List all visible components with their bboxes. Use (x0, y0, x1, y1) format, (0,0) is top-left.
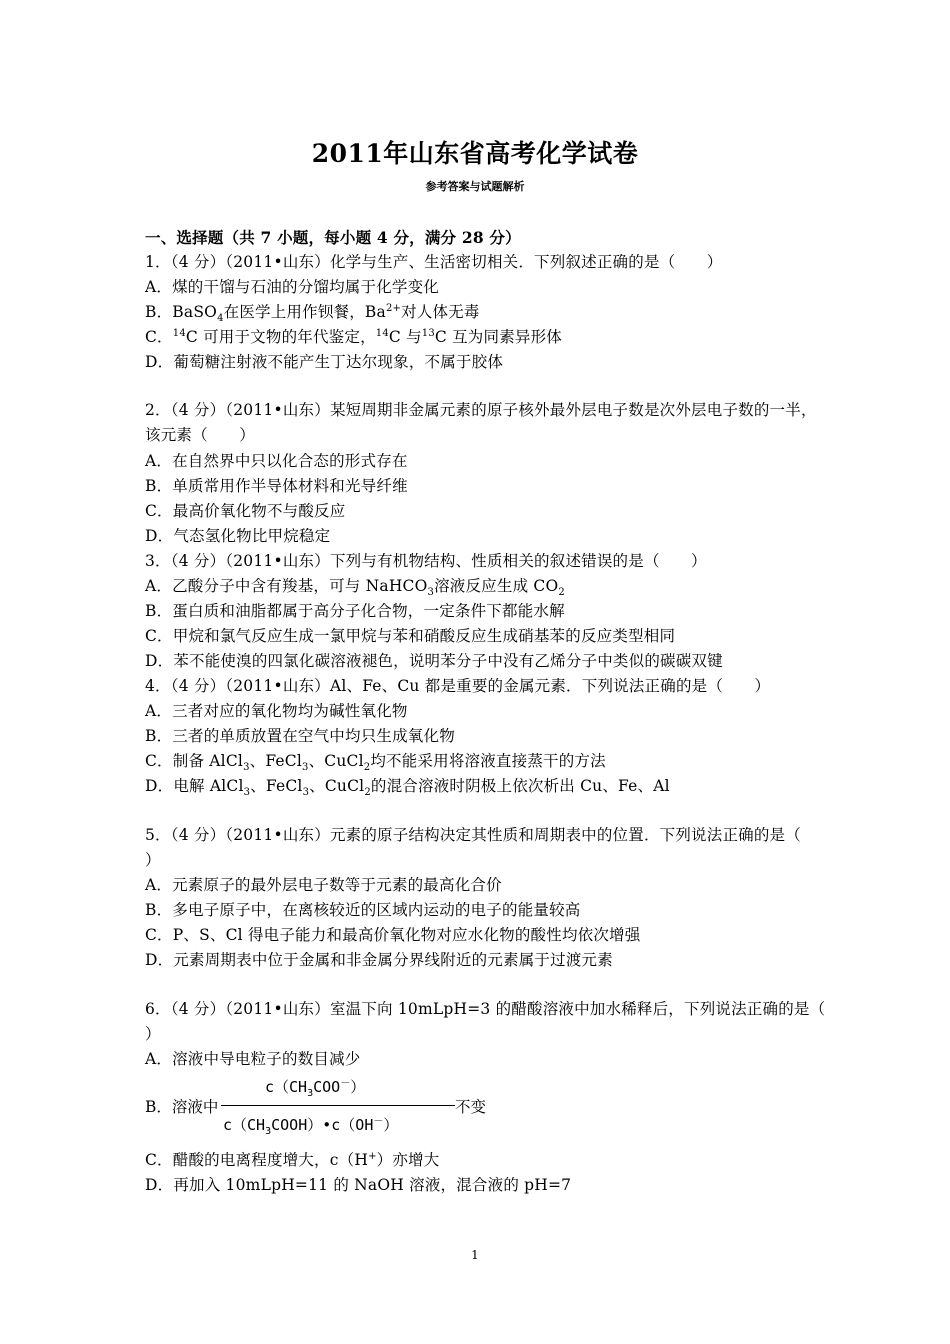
q6-option-d: D．再加入 10mLpH=11 的 NaOH 溶液，混合液的 pH=7 (145, 1176, 572, 1194)
q1-option-d: D．葡萄糖注射液不能产生丁达尔现象，不属于胶体 (145, 353, 504, 371)
q1-option-b: B．BaSO$_4$在医学上用作钡餐，$Ba^{2+}$对人体无毒 (145, 302, 480, 325)
q1-stem: 1．（4 分）（2011•山东）化学与生产、生活密切相关．下列叙述正确的是（ ） (145, 253, 723, 271)
q6-option-b (145, 1074, 665, 1144)
fraction-numerator: $c(CH_3COO^-)$ (265, 1078, 366, 1099)
q5-option-a: A．元素原子的最外层电子数等于元素的最高化合价 (145, 876, 502, 894)
q6-option-c: C．醋酸的电离程度增大，c（H+）亦增大 (145, 1150, 440, 1169)
q4-option-c: C．制备 AlCl$_3$、FeCl$_3$、CuCl$_2$均不能采用将溶液直接蒸干的方法 (145, 752, 606, 774)
q2-option-a: A．在自然界中只以化合态的形式存在 (145, 452, 408, 470)
q6-option-a: A．溶液中导电粒子的数目减少 (145, 1050, 361, 1068)
q6-stem-line1: 6．（4 分）（2011•山东）室温下向 10mLpH=3 的醋酸溶液中加水稀释后，下列说法正确的是（ (145, 1000, 826, 1018)
q2-option-b: B．单质常用作半导体材料和光导纤维 (145, 477, 408, 495)
q2-stem-line1: 2．（4 分）（2011•山东）某短周期非金属元素的原子核外最外层电子数是次外层电子数的一半， (145, 401, 817, 419)
q5-option-c: C．P、S、Cl 得电子能力和最高价氧化物对应水化物的酸性均依次增强 (145, 926, 641, 944)
q5-stem-line2: ） (145, 851, 161, 869)
q3-option-b: B．蛋白质和油脂都属于高分子化合物，一定条件下都能水解 (145, 602, 565, 620)
q5-option-d: D．元素周期表中位于金属和非金属分界线附近的元素属于过渡元素 (145, 951, 613, 969)
fraction-denominator: $c(CH_3COOH)•c(OH^-)$ (223, 1116, 399, 1137)
page-number: 1 (471, 1248, 479, 1262)
q6-option-b-tail: 不变 (455, 1098, 487, 1116)
q2-stem-line2: 该元素（ ） (145, 426, 255, 444)
section-heading: 一、选择题（共 7 小题，每小题 4 分，满分 28 分） (145, 228, 521, 247)
q2-option-c: C．最高价氧化物不与酸反应 (145, 502, 346, 520)
fraction-bar (221, 1105, 455, 1106)
q1-option-a: A．煤的干馏与石油的分馏均属于化学变化 (145, 278, 439, 296)
q4-stem: 4．（4 分）（2011•山东）Al、Fe、Cu 都是重要的金属元素．下列说法正确的是（ ） (145, 677, 771, 695)
q3-option-c: C．甲烷和氯气反应生成一氯甲烷与苯和硝酸反应生成硝基苯的反应类型相同 (145, 627, 676, 645)
q1-option-c: C．$^{14}$C 可用于文物的年代鉴定，$^{14}$C 与$^{13}$C 互为同素异形体 (145, 327, 563, 346)
q4-option-b: B．三者的单质放置在空气中均只生成氧化物 (145, 727, 455, 745)
q3-stem: 3．（4 分）（2011•山东）下列与有机物结构、性质相关的叙述错误的是（ ） (145, 552, 707, 570)
page-subtitle: 参考答案与试题解析 (425, 180, 525, 193)
q5-option-b: B．多电子原子中，在离核较近的区域内运动的电子的能量较高 (145, 901, 581, 919)
q2-option-d: D．气态氢化物比甲烷稳定 (145, 527, 331, 545)
q6-option-b-label: B．溶液中 (145, 1098, 219, 1116)
q4-option-a: A．三者对应的氧化物均为碱性氧化物 (145, 702, 408, 720)
q5-stem-line1: 5．（4 分）（2011•山东）元素的原子结构决定其性质和周期表中的位置．下列说法正确的是（ (145, 826, 801, 844)
q3-option-d: D．苯不能使溴的四氯化碳溶液褪色，说明苯分子中没有乙烯分子中类似的碳碳双键 (145, 652, 723, 670)
q3-option-a: A．乙酸分子中含有羧基，可与 NaHCO$_3$溶液反应生成 $CO_2$ (145, 577, 565, 599)
page-title: 2011年山东省高考化学试卷 (311, 139, 639, 168)
q6-stem-line2: ） (145, 1025, 161, 1043)
q4-option-d: D．电解 AlCl$_3$、FeCl$_3$、CuCl$_2$的混合溶液时阴极上依次析出 Cu、Fe、Al (145, 777, 670, 799)
